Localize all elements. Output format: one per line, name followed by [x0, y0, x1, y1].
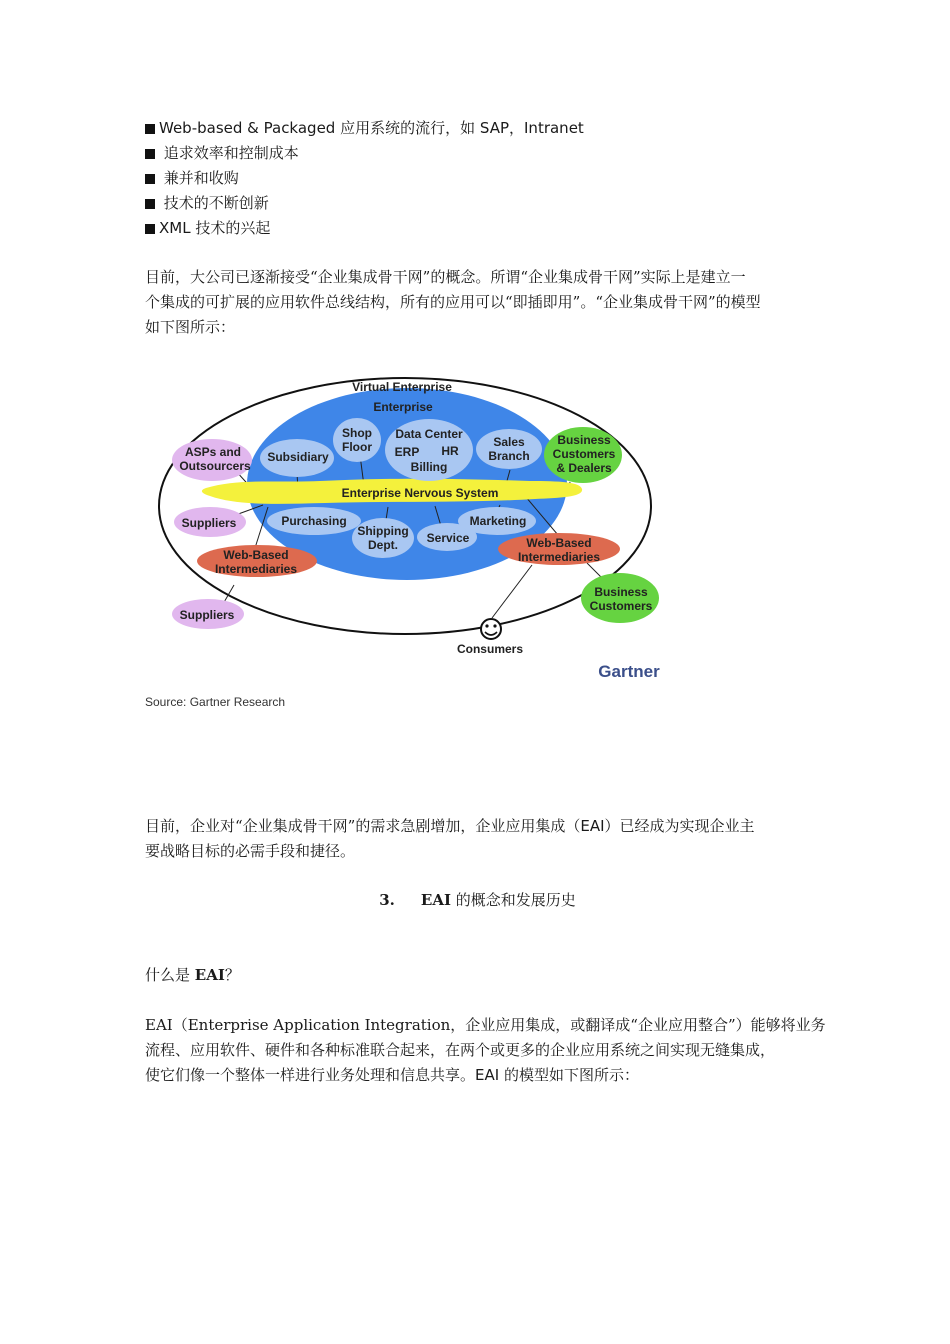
eai-definition-paragraph: EAI（Enterprise Application Integration，企业应用集成，或翻译成“企业应用整合”）能够将业务 流程、应用软件、硬件和各种标准联合起来，在两个或更多的企业应用系统之间实现无缝集成， 使它们像一个整体一样进行业务处理和信息共享。EAI 的模型如下图所示： — [145, 1016, 826, 1084]
label-web-based-left: Intermediaries — [214, 562, 298, 576]
backbone-intro-paragraph: 目前，大公司已逐渐接受“企业集成骨干网”的概念。所谓“企业集成骨干网”实际上是建立一 个集成的可扩展的应用软件总线结构，所有的应用可以“即插即用”。“企业集成骨干网”的模型 如下图所示： — [145, 268, 761, 336]
gartner-logo: Gartner — [598, 662, 660, 681]
label-marketing: Marketing — [469, 514, 527, 528]
square-bullet-icon — [145, 149, 155, 159]
label-sales-branch: Branch — [488, 449, 530, 463]
bullet-item: 技术的不断创新 — [145, 191, 584, 216]
what-is-eai-question: 什么是 EAI？ — [145, 966, 240, 984]
label-data-center: Data Center — [395, 427, 463, 441]
label-service: Service — [426, 531, 470, 545]
smiley-icon — [481, 619, 501, 639]
diagram-canvas — [140, 370, 680, 715]
square-bullet-icon — [145, 174, 155, 184]
label-enterprise: Enterprise — [373, 400, 433, 414]
label-shop-floor: Floor — [342, 440, 372, 454]
label-hr: HR — [441, 444, 459, 458]
label-web-based-left: Web-Based — [223, 548, 289, 562]
label-purchasing: Purchasing — [281, 514, 347, 528]
eai-demand-paragraph: 目前，企业对“企业集成骨干网”的需求急剧增加，企业应用集成（EAI）已经成为实现企业主 要战略目标的必需手段和捷径。 — [145, 817, 755, 860]
label-asps: ASPs and — [184, 445, 242, 459]
label-suppliers: Suppliers — [179, 608, 235, 622]
label-business-customers-dealers: & Dealers — [556, 461, 612, 475]
label-business-customers: Customers — [589, 599, 653, 613]
bullet-item: Web-based & Packaged 应用系统的流行，如 SAP，Intranet — [145, 116, 584, 141]
label-erp: ERP — [394, 445, 420, 459]
label-billing: Billing — [410, 460, 448, 474]
square-bullet-icon — [145, 124, 155, 134]
label-shipping: Shipping — [357, 524, 409, 538]
square-bullet-icon — [145, 224, 155, 234]
label-virtual-enterprise: Virtual Enterprise — [352, 380, 452, 394]
label-asps: Outsourcers — [179, 459, 251, 473]
trend-bullet-list — [145, 116, 584, 241]
label-subsidiary: Subsidiary — [267, 450, 329, 464]
label-business-customers-dealers: Customers — [552, 447, 616, 461]
label-business-customers-dealers: Business — [557, 433, 611, 447]
bullet-item: 追求效率和控制成本 — [145, 141, 584, 166]
label-shipping: Dept. — [368, 538, 398, 552]
label-suppliers: Suppliers — [181, 516, 237, 530]
label-web-based-right: Intermediaries — [517, 550, 601, 564]
label-shop-floor: Shop — [342, 426, 372, 440]
section-heading: 3. EAI 的概念和发展历史 — [379, 891, 576, 909]
label-business-customers: Business — [594, 585, 648, 599]
enterprise-backbone-diagram — [140, 370, 680, 715]
figure-source-caption: Source: Gartner Research — [145, 695, 286, 709]
bullet-item: 兼并和收购 — [145, 166, 584, 191]
square-bullet-icon — [145, 199, 155, 209]
label-consumers: Consumers — [456, 642, 524, 656]
bullet-item: XML 技术的兴起 — [145, 216, 584, 241]
label-sales-branch: Sales — [493, 435, 525, 449]
label-nervous-system: Enterprise Nervous System — [341, 486, 499, 500]
label-web-based-right: Web-Based — [526, 536, 592, 550]
